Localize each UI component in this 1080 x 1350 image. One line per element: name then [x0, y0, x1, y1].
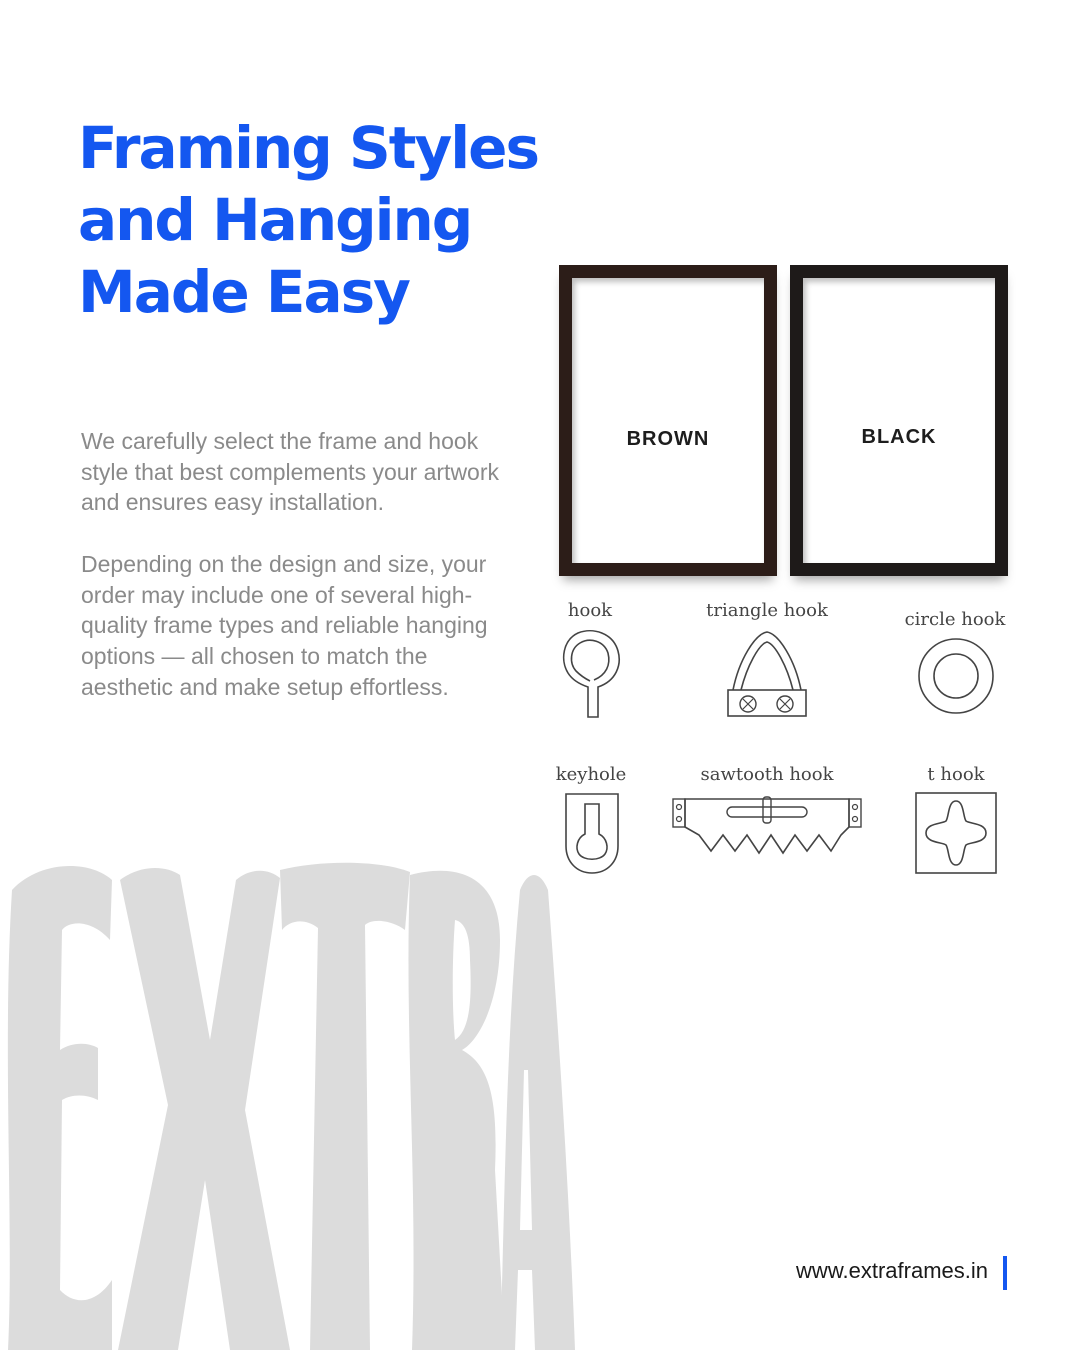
- details-paragraph: Depending on the design and size, your order may include one of several high-quality frame types and reliable hanging options — all chosen to match the aesthetic and make setup effortless.: [81, 551, 488, 700]
- circle-hook-label: circle hook: [904, 609, 1006, 630]
- intro-paragraph: We carefully select the frame and hook style that best complements your artwork and ensures easy installation.: [81, 428, 499, 516]
- black-frame-label: BLACK: [861, 426, 937, 448]
- accent-bar: [1003, 1256, 1007, 1290]
- keyhole-icon: [563, 790, 621, 876]
- t-hook-label: t hook: [927, 764, 985, 785]
- triangle-hook-icon: [725, 630, 809, 720]
- extra-watermark-logo: [0, 850, 580, 1350]
- sawtooth-hook-icon: [671, 795, 863, 859]
- circle-hook-icon: [916, 636, 996, 716]
- brown-frame: [559, 265, 777, 576]
- keyhole-label: keyhole: [555, 764, 627, 785]
- black-frame: [790, 265, 1008, 576]
- hook-label: hook: [567, 600, 613, 621]
- hook-icon: [558, 625, 624, 720]
- website-url[interactable]: www.extraframes.in: [796, 1258, 988, 1283]
- t-hook-icon: [914, 791, 998, 875]
- triangle-hook-label: triangle hook: [706, 600, 828, 621]
- page-headline: Framing Styles and Hanging Made Easy: [78, 114, 539, 326]
- brown-frame-label: BROWN: [626, 428, 710, 450]
- sawtooth-hook-label: sawtooth hook: [700, 764, 834, 785]
